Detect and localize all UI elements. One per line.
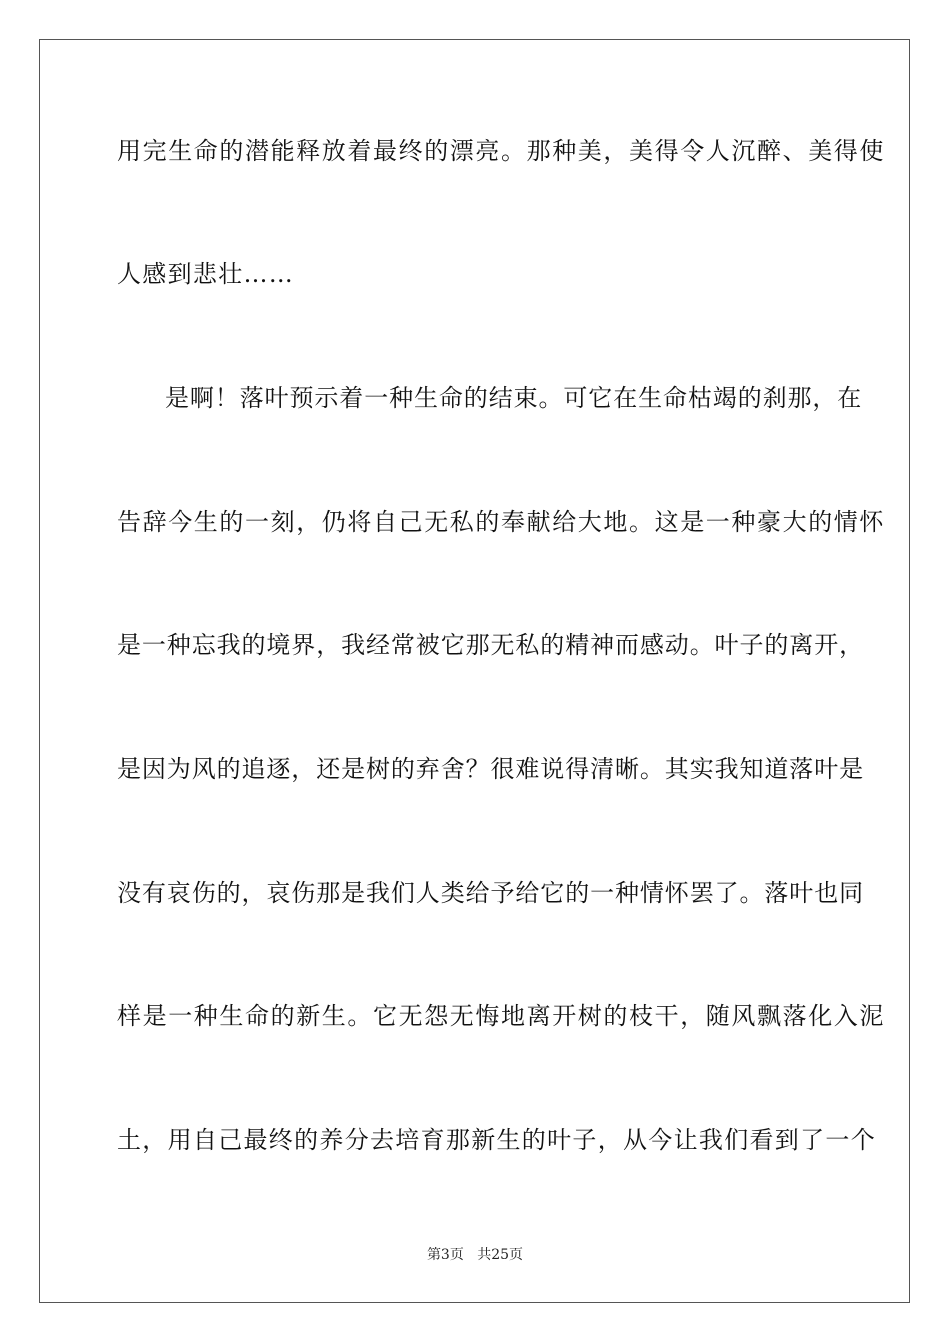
body-text-line: 人感到悲壮…… xyxy=(117,260,295,288)
body-text-line: 没有哀伤的，哀伤那是我们人类给予给它的一种情怀罢了。落叶也同 xyxy=(117,879,864,907)
body-text-line: 是啊！落叶预示着一种生命的结束。可它在生命枯竭的刹那，在 xyxy=(165,384,863,412)
body-text-line: 是一种忘我的境界，我经常被它那无私的精神而感动。叶子的离开， xyxy=(117,631,864,659)
page-number: 第3页 xyxy=(426,1247,464,1263)
page-footer xyxy=(0,1246,950,1264)
body-text-line: 土，用自己最终的养分去培育那新生的叶子，从今让我们看到了一个 xyxy=(117,1126,876,1154)
body-text-line: 用完生命的潜能释放着最终的漂亮。那种美，美得令人沉醉、美得使 xyxy=(117,137,885,165)
page-total: 共25页 xyxy=(477,1247,524,1263)
body-text-line: 是因为风的追逐，还是树的弃舍？很难说得清晰。其实我知道落叶是 xyxy=(117,755,864,783)
body-text-line: 告辞今生的一刻，仍将自己无私的奉献给大地。这是一种豪大的情怀 xyxy=(117,508,885,536)
body-text-line: 样是一种生命的新生。它无怨无悔地离开树的枝干，随风飘落化入泥 xyxy=(117,1002,885,1030)
page-border xyxy=(39,39,910,1303)
